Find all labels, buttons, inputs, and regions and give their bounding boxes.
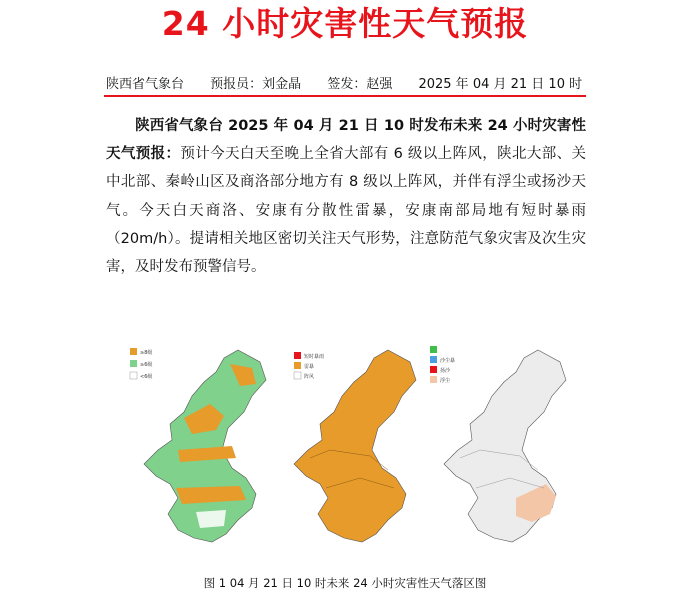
storm-legend bbox=[294, 352, 324, 380]
storm-map bbox=[294, 350, 416, 542]
sand-legend bbox=[430, 346, 455, 384]
issue-time: 2025 年 04 月 21 日 10 时 bbox=[418, 77, 583, 92]
forecast-maps bbox=[120, 338, 590, 570]
agency-name: 陕西省气象台 bbox=[106, 77, 185, 92]
forecast-paragraph bbox=[106, 112, 586, 281]
storm-legend-3: 阵风 bbox=[304, 374, 315, 380]
figure-caption: 图 1 04 月 21 日 10 时未来 24 小时灾害性天气落区图 bbox=[203, 576, 487, 590]
wind-legend-2: ≥6级 bbox=[140, 362, 153, 368]
header-divider bbox=[104, 95, 586, 97]
sand-map bbox=[430, 346, 566, 542]
wind-legend bbox=[130, 348, 152, 380]
storm-legend-1: 短时暴雨 bbox=[304, 354, 325, 360]
forecaster: 预报员：刘金晶 bbox=[210, 77, 302, 92]
forecast-lead: 陕西省气象台 2025 年 04 月 21 日 10 时发布未来 24 小时灾害性天气预报： bbox=[106, 118, 586, 163]
page-title: 24 小时灾害性天气预报 bbox=[161, 4, 529, 43]
sand-legend-2: 扬沙 bbox=[440, 368, 451, 374]
wind-zone-south bbox=[196, 510, 226, 528]
forecast-text: 预计今天白天至晚上全省大部有 6 级以上阵风，陕北大部、关中北部、秦岭山区及商洛部分地方有 8 级以上阵风，并伴有浮尘或扬沙天气。今天白天商洛、安康有分散性雷暴，安康南部局地有短时暴雨（20m/h）。提请相关地区密切关注天气形势，注意防范气象灾害及次生灾害，及时发布预警信号。 bbox=[106, 146, 586, 276]
storm-legend-2: 雷暴 bbox=[304, 364, 315, 370]
sand-legend-1: 沙尘暴 bbox=[440, 358, 456, 364]
issuer: 签发：赵强 bbox=[327, 77, 393, 92]
sand-legend-3: 浮尘 bbox=[440, 378, 451, 384]
wind-legend-1: ≥8级 bbox=[140, 350, 153, 356]
wind-legend-3: <6级 bbox=[140, 374, 153, 380]
issue-meta bbox=[106, 75, 586, 95]
wind-map bbox=[130, 348, 266, 542]
